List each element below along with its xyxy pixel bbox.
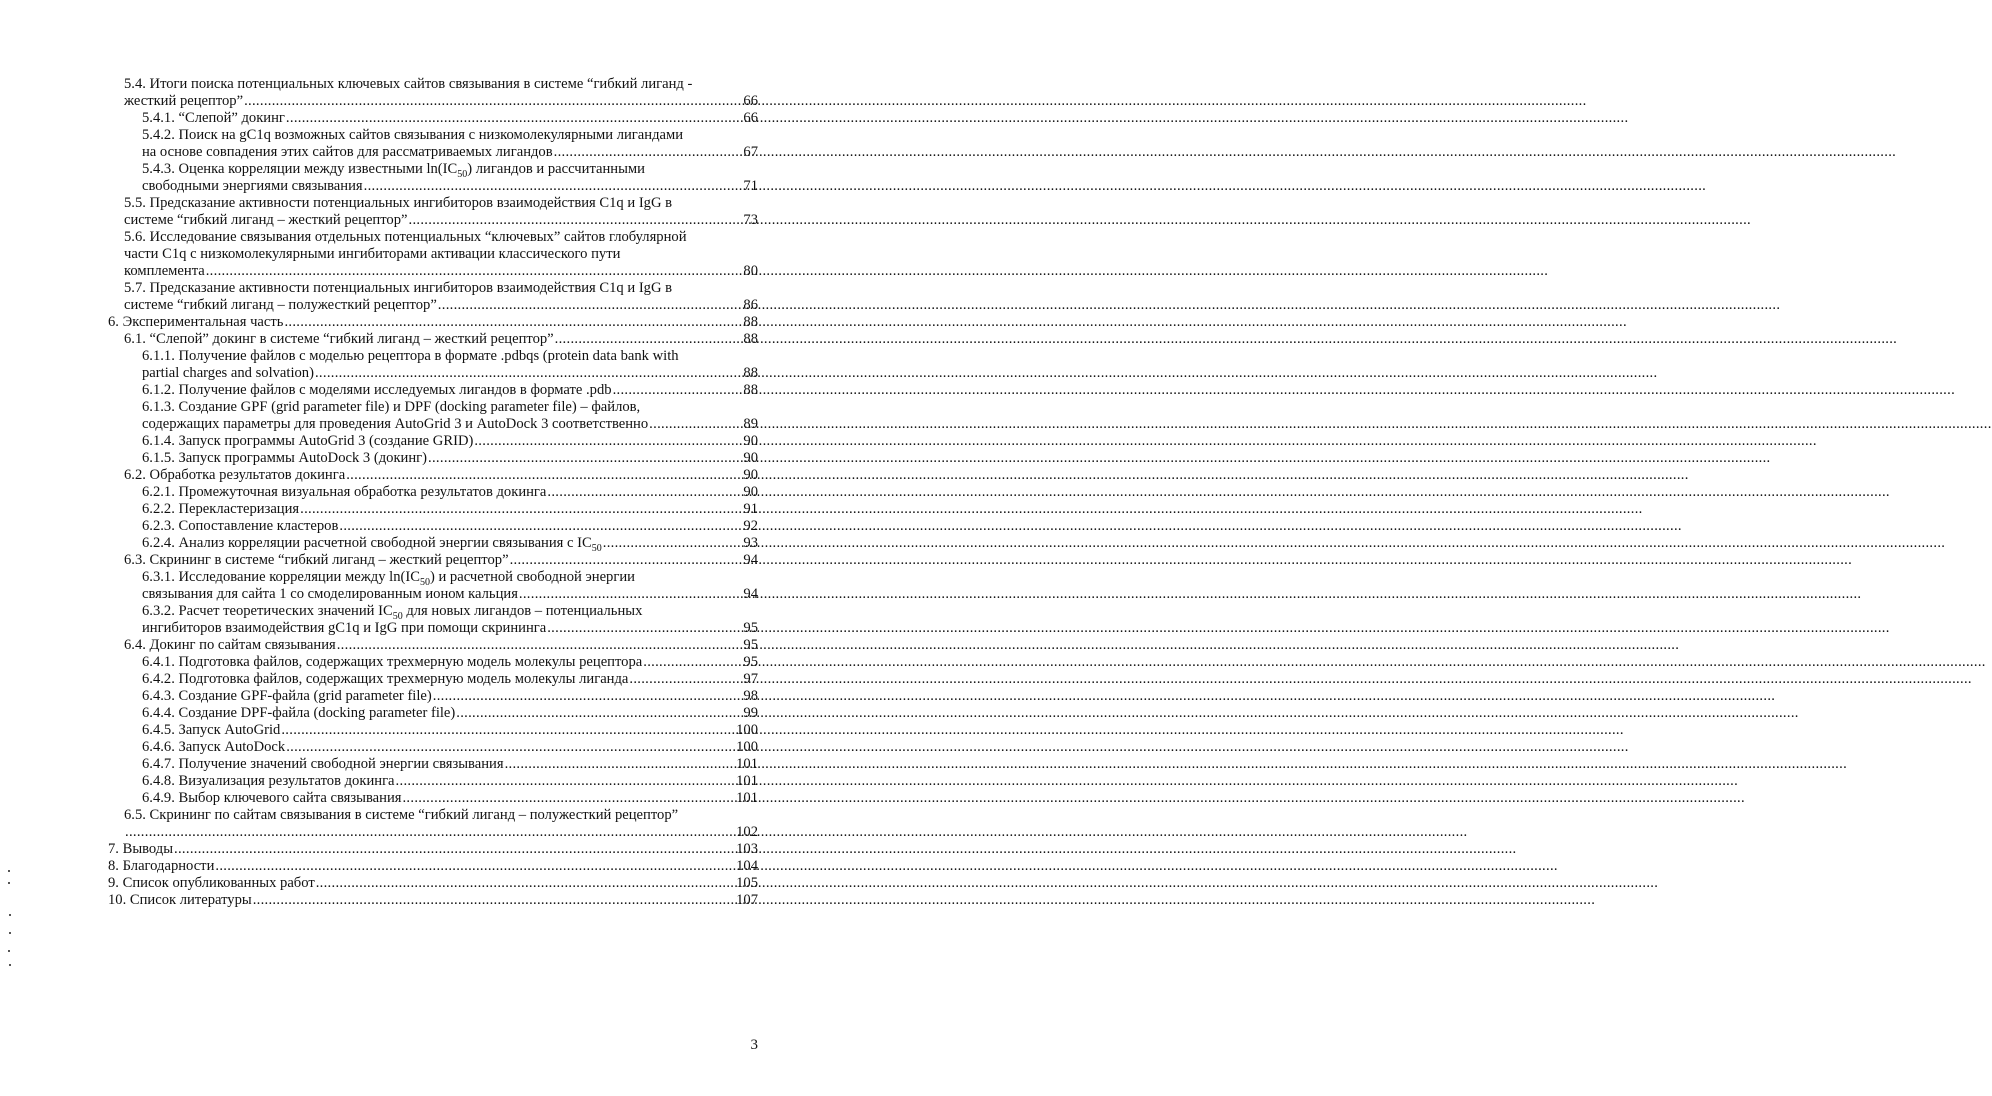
toc-dot-leader: [643, 654, 742, 671]
toc-line: [108, 875, 758, 892]
toc-dot-leader: [364, 178, 743, 195]
toc-entry-text: системе “гибкий лиганд – полужесткий рецептор”: [124, 297, 437, 313]
toc-entry-text: 6.4.3. Создание GPF-файла (grid parameter file): [142, 688, 432, 704]
toc-line: [142, 688, 758, 705]
toc-dot-leader: [253, 892, 735, 909]
toc-page-number: 66: [743, 93, 758, 109]
toc-page-number: 97: [743, 671, 758, 687]
toc-dot-leader: [456, 705, 742, 722]
toc-page-number: 80: [743, 263, 758, 279]
toc-dot-leader: [510, 552, 743, 569]
toc-line: [142, 603, 758, 620]
toc-entry-text: 6. Экспериментальная часть: [108, 314, 284, 330]
toc-line: [124, 467, 758, 484]
toc-page-number: 66: [743, 110, 758, 126]
toc-line: [124, 76, 758, 93]
margin-scan-marks: [8, 870, 18, 970]
toc-page-number: 98: [743, 688, 758, 704]
toc-line: [142, 144, 758, 161]
toc-dot-leader: [547, 484, 742, 501]
toc-dot-leader: [316, 875, 735, 892]
toc-dot-leader: [433, 688, 743, 705]
toc-line: [124, 280, 758, 297]
toc-page-number: 101: [736, 756, 758, 772]
toc-line: [142, 110, 758, 127]
toc-dot-leader: [281, 722, 735, 739]
toc-entry-text: 6.2.1. Промежуточная визуальная обработка результатов докинга: [142, 484, 547, 500]
toc-page-number: 95: [743, 620, 758, 636]
toc-line: [142, 722, 758, 739]
toc-line: [108, 892, 758, 909]
toc-dot-leader: [206, 263, 743, 280]
document-page: [0, 0, 798, 1096]
toc-line: [108, 314, 758, 331]
toc-entry-text: 5.4.2. Поиск на gC1q возможных сайтов связывания с низкомолекулярными лигандами: [142, 127, 684, 143]
toc-dot-leader: [315, 365, 742, 382]
toc-entry-text: 6.1.2. Получение файлов с моделями исследуемых лигандов в формате .pdb: [142, 382, 612, 398]
toc-dot-leader: [396, 773, 736, 790]
toc-page-number: 89: [743, 416, 758, 432]
toc-dot-leader: [629, 671, 742, 688]
toc-entry-text: 6.4.5. Запуск AutoGrid: [142, 722, 281, 738]
toc-dot-leader: [284, 314, 742, 331]
toc-dot-leader: [409, 212, 743, 229]
toc-dot-leader: [649, 416, 742, 433]
toc-page-number: 100: [736, 722, 758, 738]
toc-entry-text: 7. Выводы: [108, 841, 174, 857]
toc-line: [142, 705, 758, 722]
toc-entry-text: связывания для сайта 1 со смоделированным ионом кальция: [142, 586, 518, 602]
toc-line: [142, 161, 758, 178]
toc-line: [124, 195, 758, 212]
toc-dot-leader: [519, 586, 743, 603]
toc-line: [142, 773, 758, 790]
toc-page-number: 103: [736, 841, 758, 857]
toc-entry-text: содержащих параметры для проведения AutoGrid 3 и AutoDock 3 соответственно: [142, 416, 649, 432]
toc-line: [142, 535, 758, 552]
toc-page-number: 90: [743, 433, 758, 449]
toc-line: [124, 824, 758, 841]
toc-entry-text: 6.3.2. Расчет теоретических значений $IC_{50}$ для новых лигандов – потенциальных: [142, 603, 643, 622]
toc-dot-leader: [337, 637, 743, 654]
toc-page-number: 88: [743, 365, 758, 381]
toc-page-number: 93: [743, 535, 758, 551]
toc-page-number: 90: [743, 467, 758, 483]
toc-dot-leader: [474, 433, 742, 450]
toc-line: [108, 858, 758, 875]
toc-entry-text: 6.4.2. Подготовка файлов, содержащих трехмерную модель молекулы лиганда: [142, 671, 629, 687]
toc-dot-leader: [286, 739, 735, 756]
toc-entry-text: 10. Список литературы: [108, 892, 252, 908]
toc-page-number: 67: [743, 144, 758, 160]
toc-entry-text: 6.3. Скрининг в системе “гибкий лиганд – жесткий рецептор”: [124, 552, 509, 568]
toc-dot-leader: [613, 382, 743, 399]
toc-dot-leader: [554, 144, 743, 161]
toc-line: [142, 365, 758, 382]
toc-entry-text: 6.4.6. Запуск AutoDock: [142, 739, 286, 755]
toc-entry-text: 5.5. Предсказание активности потенциальных ингибиторов взаимодействия C1q и IgG в: [124, 195, 673, 211]
toc-line: [124, 637, 758, 654]
toc-line: [142, 178, 758, 195]
toc-line: [142, 399, 758, 416]
page-number: 3: [750, 1037, 758, 1053]
toc-entry-text: 5.4.3. Оценка корреляции между известными $\ln(IC_{50})$ лигандов и рассчитанными: [142, 161, 645, 180]
toc-line: [142, 127, 758, 144]
toc-dot-leader: [505, 756, 736, 773]
toc-page-number: 102: [736, 824, 758, 840]
toc-page-number: 95: [743, 637, 758, 653]
toc-line: [142, 382, 758, 399]
toc-entry-text: 5.4.1. “Слепой” докинг: [142, 110, 285, 126]
toc-page-number: 90: [743, 450, 758, 466]
toc-page-number: 90: [743, 484, 758, 500]
toc-dot-leader: [244, 93, 742, 110]
toc-dot-leader: [603, 535, 743, 552]
toc-line: [124, 552, 758, 569]
toc-page-number: 105: [736, 875, 758, 891]
toc-line: [142, 586, 758, 603]
toc-line: [108, 841, 758, 858]
toc-page-number: 101: [736, 790, 758, 806]
toc-line: [142, 671, 758, 688]
toc-page-number: 94: [743, 586, 758, 602]
toc-line: [142, 654, 758, 671]
toc-dot-leader: [346, 467, 742, 484]
toc-line: [142, 501, 758, 518]
toc-line: [142, 620, 758, 637]
toc-page-number: 71: [743, 178, 758, 194]
toc-entry-text: 6.1.5. Запуск программы AutoDock 3 (докинг): [142, 450, 428, 466]
toc-entry-text: 6.2.3. Сопоставление кластеров: [142, 518, 339, 534]
toc-page-number: 99: [743, 705, 758, 721]
toc-entry-text: 6.4. Докинг по сайтам связывания: [124, 637, 336, 653]
toc-entry-text: 6.3.1. Исследование корреляции между $\ln(IC_{50})$ и расчетной свободной энергии: [142, 569, 635, 588]
toc-entry-text: 6.4.7. Получение значений свободной энергии связывания: [142, 756, 504, 772]
toc-line: [124, 212, 758, 229]
toc-line: [124, 297, 758, 314]
toc-dot-leader: [428, 450, 742, 467]
toc-dot-leader: [125, 824, 735, 841]
toc-entry-text: 9. Список опубликованных работ: [108, 875, 315, 891]
toc-page-number: 94: [743, 552, 758, 568]
toc-line: [142, 348, 758, 365]
toc-entry-text: 6.4.1. Подготовка файлов, содержащих трехмерную модель молекулы рецептора: [142, 654, 643, 670]
toc-entry-text: комплемента: [124, 263, 205, 279]
toc-dot-leader: [300, 501, 742, 518]
toc-entry-text: 5.7. Предсказание активности потенциальных ингибиторов взаимодействия C1q и IgG в: [124, 280, 673, 296]
toc-page-number: 91: [743, 501, 758, 517]
toc-page-number: 100: [736, 739, 758, 755]
toc-dot-leader: [438, 297, 743, 314]
toc-dot-leader: [339, 518, 742, 535]
toc-page-number: 88: [743, 331, 758, 347]
toc-entry-text: 5.4. Итоги поиска потенциальных ключевых сайтов связывания в системе “гибкий лиганд -: [124, 76, 693, 92]
toc-dot-leader: [174, 841, 735, 858]
toc-line: [124, 246, 758, 263]
toc-entry-text: части C1q с низкомолекулярными ингибиторами активации классического пути: [124, 246, 621, 262]
toc-line: [142, 484, 758, 501]
toc-entry-text: 6.2.2. Перекластеризация: [142, 501, 300, 517]
toc-page-number: 88: [743, 382, 758, 398]
toc-page-number: 101: [736, 773, 758, 789]
toc-line: [124, 93, 758, 110]
toc-entry-text: 6.5. Скрининг по сайтам связывания в системе “гибкий лиганд – полужесткий рецептор”: [124, 807, 679, 823]
toc-entry-text: жесткий рецептор”: [124, 93, 244, 109]
toc-entry-text: 6.1.4. Запуск программы AutoGrid 3 (создание GRID): [142, 433, 474, 449]
toc-line: [142, 756, 758, 773]
toc-entry-text: 6.4.4. Создание DPF-файла (docking parameter file): [142, 705, 456, 721]
toc-entry-text: 6.4.9. Выбор ключевого сайта связывания: [142, 790, 402, 806]
toc-line: [142, 450, 758, 467]
toc-line: [142, 433, 758, 450]
toc-line: [142, 739, 758, 756]
toc-page-number: 95: [743, 654, 758, 670]
toc-entry-text: 6.1.3. Создание GPF (grid parameter file) и DPF (docking parameter file) – файлов,: [142, 399, 641, 415]
toc-dot-leader: [215, 858, 735, 875]
toc-entry-text: свободными энергиями связывания: [142, 178, 363, 194]
toc-line: [142, 569, 758, 586]
toc-line: [124, 229, 758, 246]
toc-entry-text: 6.1.1. Получение файлов с моделью рецептора в формате .pdbqs (protein data bank with: [142, 348, 679, 364]
table-of-contents: [0, 76, 798, 909]
toc-entry-text: 6.4.8. Визуализация результатов докинга: [142, 773, 395, 789]
toc-dot-leader: [286, 110, 742, 127]
toc-dot-leader: [402, 790, 735, 807]
toc-dot-leader: [547, 620, 742, 637]
toc-entry-text: системе “гибкий лиганд – жесткий рецептор”: [124, 212, 408, 228]
toc-line: [124, 807, 758, 824]
toc-entry-text: partial charges and solvation): [142, 365, 314, 381]
toc-entry-text: 6.1. “Слепой” докинг в системе “гибкий лиганд – жесткий рецептор”: [124, 331, 554, 347]
toc-page-number: 88: [743, 314, 758, 330]
toc-entry-text: 6.2.4. Анализ корреляции расчетной свободной энергии связывания с $IC_{50}$: [142, 535, 602, 554]
toc-entry-text: 6.2. Обработка результатов докинга: [124, 467, 346, 483]
toc-line: [142, 790, 758, 807]
toc-page-number: 107: [736, 892, 758, 908]
toc-line: [142, 416, 758, 433]
toc-page-number: 104: [736, 858, 758, 874]
toc-dot-leader: [555, 331, 743, 348]
toc-entry-text: 8. Благодарности: [108, 858, 215, 874]
toc-entry-text: на основе совпадения этих сайтов для рассматриваемых лигандов: [142, 144, 553, 160]
toc-entry-text: 5.6. Исследование связывания отдельных потенциальных “ключевых” сайтов глобулярной: [124, 229, 687, 245]
toc-entry-text: ингибиторов взаимодействия gC1q и IgG при помощи скрининга: [142, 620, 547, 636]
toc-page-number: 73: [743, 212, 758, 228]
toc-line: [124, 263, 758, 280]
toc-page-number: 86: [743, 297, 758, 313]
toc-line: [124, 331, 758, 348]
toc-line: [142, 518, 758, 535]
toc-page-number: 92: [743, 518, 758, 534]
